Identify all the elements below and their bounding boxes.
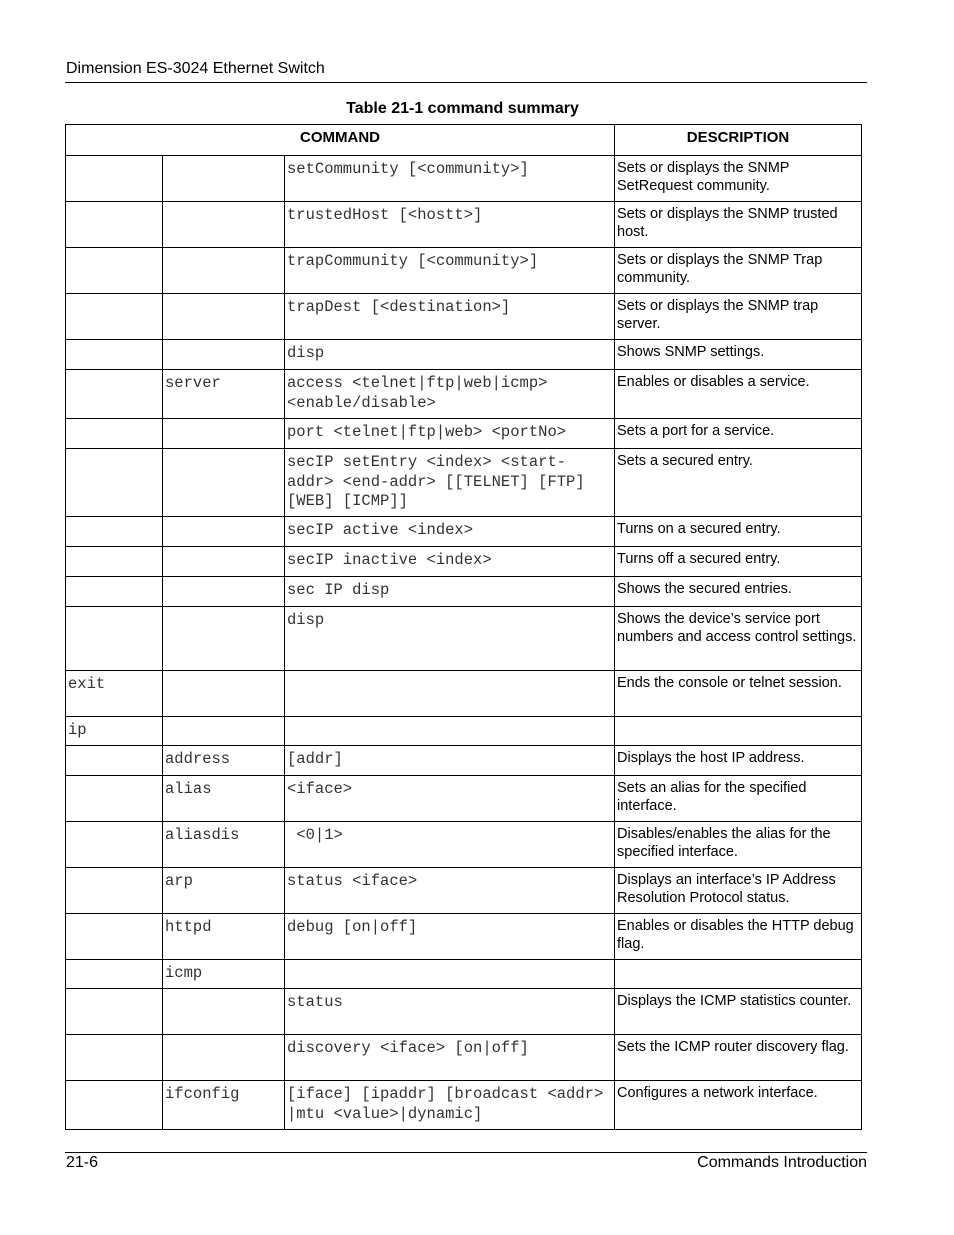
table-row [66,294,862,340]
subcommand-cell [163,577,285,607]
table-header-row [66,125,862,156]
subcommand-cell [163,607,285,671]
subcommand-cell: ifconfig [163,1081,285,1130]
subcommand-cell [163,717,285,746]
arguments-cell: setCommunity [<community>] [285,156,615,202]
table-row [66,1035,862,1081]
command-cell [66,547,163,577]
description-cell: Turns off a secured entry. [615,547,862,577]
subcommand-cell [163,989,285,1035]
subcommand-cell: aliasdis [163,822,285,868]
description-cell: Sets the ICMP router discovery flag. [615,1035,862,1081]
command-cell [66,340,163,370]
arguments-cell: debug [on|off] [285,914,615,960]
description-cell: Enables or disables a service. [615,370,862,419]
table-row [66,517,862,547]
subcommand-cell [163,340,285,370]
arguments-cell: trapDest [<destination>] [285,294,615,340]
command-cell [66,577,163,607]
subcommand-cell [163,294,285,340]
description-cell: Ends the console or telnet session. [615,671,862,717]
command-column-header: COMMAND [66,125,615,156]
subcommand-cell [163,517,285,547]
description-cell [615,717,862,746]
table-row [66,370,862,419]
arguments-cell [285,671,615,717]
subcommand-cell [163,248,285,294]
arguments-cell: access <telnet|ftp|web|icmp> <enable/disable> [285,370,615,419]
command-cell: exit [66,671,163,717]
subcommand-cell: server [163,370,285,419]
arguments-cell: disp [285,340,615,370]
command-cell [66,1081,163,1130]
description-column-header: DESCRIPTION [615,125,862,156]
command-cell [66,989,163,1035]
table-row [66,960,862,989]
arguments-cell: status <iface> [285,868,615,914]
description-cell: Displays the ICMP statistics counter. [615,989,862,1035]
command-summary-table [65,124,862,1130]
subcommand-cell: alias [163,776,285,822]
table-row [66,776,862,822]
arguments-cell: <0|1> [285,822,615,868]
table-row [66,822,862,868]
command-cell [66,156,163,202]
table-row [66,717,862,746]
subcommand-cell [163,671,285,717]
page-header-title: Dimension ES-3024 Ethernet Switch [66,60,325,77]
command-cell [66,202,163,248]
command-cell [66,517,163,547]
arguments-cell: status [285,989,615,1035]
page-number: 21-6 [66,1154,99,1171]
command-cell [66,370,163,419]
arguments-cell [285,717,615,746]
description-cell: Sets or displays the SNMP Trap community. [615,248,862,294]
command-cell [66,449,163,517]
arguments-cell: secIP setEntry <index> <start-addr> <end-addr> [[TELNET] [FTP] [WEB] [ICMP]] [285,449,615,517]
description-cell [615,960,862,989]
arguments-cell: secIP active <index> [285,517,615,547]
command-cell [66,822,163,868]
arguments-cell: secIP inactive <index> [285,547,615,577]
command-cell [66,1035,163,1081]
table-row [66,340,862,370]
footer-section-title: Commands Introduction [697,1154,867,1171]
subcommand-cell: icmp [163,960,285,989]
table-row [66,156,862,202]
table-body [66,156,862,1130]
header-divider [65,82,867,83]
subcommand-cell: httpd [163,914,285,960]
table-row [66,419,862,449]
footer-divider [65,1152,867,1153]
subcommand-cell [163,449,285,517]
table-row [66,577,862,607]
command-cell [66,914,163,960]
description-cell: Sets a port for a service. [615,419,862,449]
subcommand-cell [163,1035,285,1081]
description-cell: Shows the device’s service port numbers and access control settings. [615,607,862,671]
arguments-cell: trustedHost [<hostt>] [285,202,615,248]
arguments-cell: sec IP disp [285,577,615,607]
description-cell: Sets an alias for the specified interface. [615,776,862,822]
subcommand-cell [163,156,285,202]
table-row [66,868,862,914]
description-cell: Shows the secured entries. [615,577,862,607]
table-row [66,1081,862,1130]
subcommand-cell [163,419,285,449]
description-cell: Enables or disables the HTTP debug flag. [615,914,862,960]
table-row [66,202,862,248]
description-cell: Sets or displays the SNMP trap server. [615,294,862,340]
arguments-cell: [iface] [ipaddr] [broadcast <addr> |mtu <value>|dynamic] [285,1081,615,1130]
table-row [66,547,862,577]
arguments-cell [285,960,615,989]
table-row [66,989,862,1035]
command-cell [66,419,163,449]
command-cell [66,294,163,340]
command-cell [66,248,163,294]
arguments-cell: trapCommunity [<community>] [285,248,615,294]
table-caption: Table 21-1 command summary [346,100,579,117]
description-cell: Displays an interface’s IP Address Resolution Protocol status. [615,868,862,914]
description-cell: Displays the host IP address. [615,746,862,776]
command-cell [66,960,163,989]
arguments-cell: port <telnet|ftp|web> <portNo> [285,419,615,449]
arguments-cell: disp [285,607,615,671]
subcommand-cell: arp [163,868,285,914]
subcommand-cell: address [163,746,285,776]
table-row [66,914,862,960]
subcommand-cell [163,202,285,248]
description-cell: Configures a network interface. [615,1081,862,1130]
command-cell [66,607,163,671]
description-cell: Disables/enables the alias for the specified interface. [615,822,862,868]
command-cell [66,868,163,914]
description-cell: Sets a secured entry. [615,449,862,517]
table-row [66,746,862,776]
description-cell: Shows SNMP settings. [615,340,862,370]
description-cell: Turns on a secured entry. [615,517,862,547]
description-cell: Sets or displays the SNMP SetRequest community. [615,156,862,202]
table-row [66,449,862,517]
command-cell [66,776,163,822]
arguments-cell: discovery <iface> [on|off] [285,1035,615,1081]
arguments-cell: <iface> [285,776,615,822]
command-cell [66,746,163,776]
table-row [66,671,862,717]
description-cell: Sets or displays the SNMP trusted host. [615,202,862,248]
table-row [66,248,862,294]
command-cell: ip [66,717,163,746]
table-row [66,607,862,671]
subcommand-cell [163,547,285,577]
arguments-cell: [addr] [285,746,615,776]
